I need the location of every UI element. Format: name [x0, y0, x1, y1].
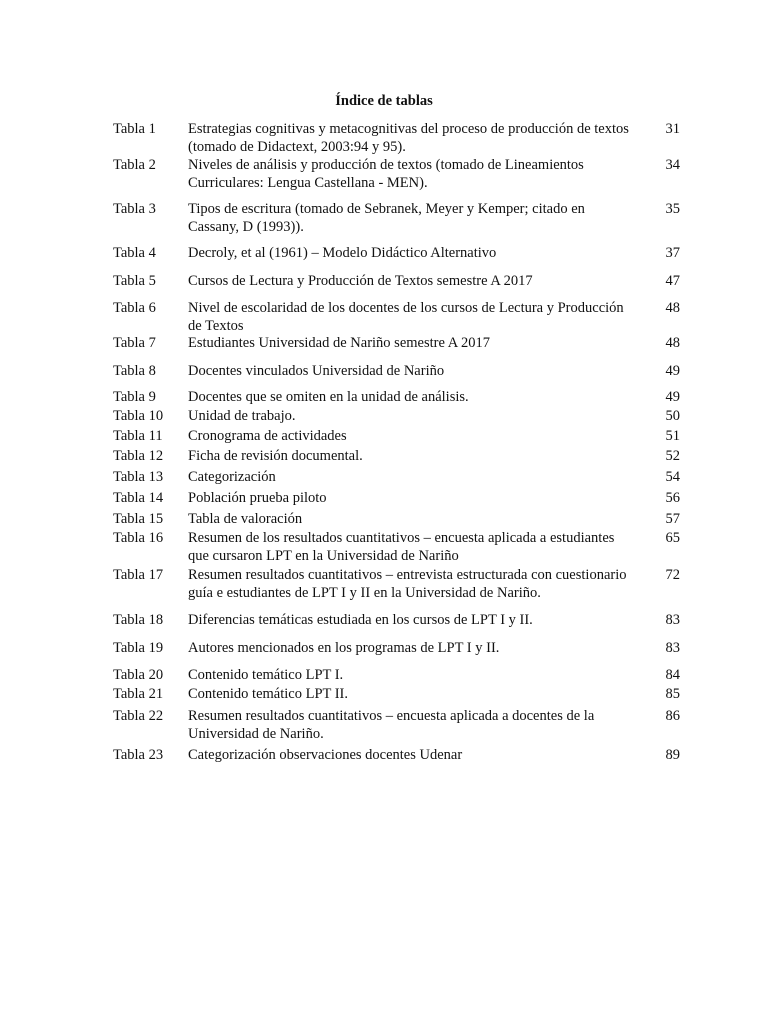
entry-label: Tabla 4: [113, 245, 156, 261]
entry-page-number: 37: [665, 245, 680, 261]
entry-label: Tabla 22: [113, 708, 164, 724]
entry-label: Tabla 18: [113, 612, 164, 628]
entry-label: Tabla 11: [113, 428, 163, 444]
entry-description: [188, 245, 653, 263]
entry-description: [188, 448, 653, 466]
entry-description: [188, 408, 653, 426]
entry-description: [188, 389, 653, 407]
entry-page-number: 84: [665, 667, 680, 683]
entry-description: [188, 686, 653, 704]
entry-description-line: guía e estudiantes de LPT I y II en la Universidad de Nariño.: [188, 584, 541, 601]
page-title: Índice de tablas: [335, 93, 433, 109]
entry-description: [188, 567, 653, 602]
entry-page-number: 65: [665, 530, 680, 546]
entry-label: Tabla 8: [113, 363, 156, 379]
entry-description-line: Cronograma de actividades: [188, 428, 347, 444]
entry-label: Tabla 10: [113, 408, 164, 424]
entry-page-number: 57: [665, 511, 680, 527]
entry-page-number: 52: [665, 448, 680, 464]
entry-description: [188, 490, 653, 508]
entry-page-number: 31: [665, 121, 680, 137]
entry-description-line: Nivel de escolaridad de los docentes de los cursos de Lectura y Producción: [188, 300, 624, 316]
entry-description: [188, 428, 653, 446]
entry-page-number: 49: [665, 389, 680, 405]
entry-label: Tabla 2: [113, 157, 156, 173]
entry-description-line: de Textos: [188, 317, 244, 334]
entry-description-line: Decroly, et al (1961) – Modelo Didáctico Alternativo: [188, 245, 497, 261]
entry-description-line: Tipos de escritura (tomado de Sebranek, Meyer y Kemper; citado en: [188, 201, 585, 217]
entry-description: [188, 708, 653, 743]
entry-description-line: Resumen de los resultados cuantitativos – encuesta aplicada a estudiantes: [188, 530, 615, 546]
entry-label: Tabla 14: [113, 490, 164, 506]
entry-description-line: Niveles de análisis y producción de textos (tomado de Lineamientos: [188, 157, 584, 173]
entry-page-number: 89: [665, 747, 680, 763]
entry-page-number: 47: [665, 273, 680, 289]
entry-description-line: que cursaron LPT en la Universidad de Nariño: [188, 547, 459, 564]
entry-description-line: Ficha de revisión documental.: [188, 448, 363, 464]
entry-description: [188, 157, 653, 192]
entry-description-line: Docentes vinculados Universidad de Nariño: [188, 363, 445, 379]
entry-description: [188, 335, 653, 353]
entry-label: Tabla 5: [113, 273, 156, 289]
entry-description: [188, 201, 653, 236]
entry-label: Tabla 20: [113, 667, 164, 683]
entry-description-line: (tomado de Didactext, 2003:94 y 95).: [188, 138, 406, 155]
entry-description-line: Cursos de Lectura y Producción de Textos semestre A 2017: [188, 273, 533, 289]
entry-page-number: 50: [665, 408, 680, 424]
entry-description: [188, 511, 653, 529]
entry-description-line: Población prueba piloto: [188, 490, 327, 506]
entry-description: [188, 667, 653, 685]
entry-page-number: 48: [665, 300, 680, 316]
entry-description: [188, 747, 653, 765]
entry-label: Tabla 23: [113, 747, 164, 763]
entry-description: [188, 469, 653, 487]
entry-description-line: Resumen resultados cuantitativos – entrevista estructurada con cuestionario: [188, 567, 627, 583]
entry-label: Tabla 3: [113, 201, 156, 217]
entry-page-number: 35: [665, 201, 680, 217]
entry-label: Tabla 1: [113, 121, 156, 137]
entry-description-line: Diferencias temáticas estudiada en los cursos de LPT I y II.: [188, 612, 533, 628]
entry-description-line: Contenido temático LPT II.: [188, 686, 349, 702]
entry-label: Tabla 21: [113, 686, 164, 702]
entry-page-number: 85: [665, 686, 680, 702]
entry-label: Tabla 9: [113, 389, 156, 405]
entry-description: [188, 363, 653, 381]
entry-page-number: 34: [665, 157, 680, 173]
entry-description: [188, 273, 653, 291]
entry-label: Tabla 16: [113, 530, 164, 546]
entry-page-number: 72: [665, 567, 680, 583]
entry-description-line: Contenido temático LPT I.: [188, 667, 344, 683]
entry-page-number: 48: [665, 335, 680, 351]
entry-description: [188, 121, 653, 156]
entry-page-number: 49: [665, 363, 680, 379]
entry-description-line: Universidad de Nariño.: [188, 725, 324, 742]
entry-description: [188, 530, 653, 565]
entry-description: [188, 640, 653, 658]
entry-description-line: Resumen resultados cuantitativos – encuesta aplicada a docentes de la: [188, 708, 595, 724]
entry-label: Tabla 19: [113, 640, 164, 656]
entry-page-number: 86: [665, 708, 680, 724]
entry-description-line: Estrategias cognitivas y metacognitivas del proceso de producción de textos: [188, 121, 629, 137]
entry-description-line: Unidad de trabajo.: [188, 408, 296, 424]
entry-description-line: Tabla de valoración: [188, 511, 303, 527]
entry-description: [188, 612, 653, 630]
entry-page-number: 51: [665, 428, 680, 444]
entry-label: Tabla 6: [113, 300, 156, 316]
entry-label: Tabla 17: [113, 567, 164, 583]
entry-description-line: Curriculares: Lengua Castellana - MEN).: [188, 174, 428, 191]
entry-description: [188, 300, 653, 335]
entry-page-number: 56: [665, 490, 680, 506]
entry-label: Tabla 12: [113, 448, 164, 464]
entry-description-line: Autores mencionados en los programas de LPT I y II.: [188, 640, 500, 656]
entry-label: Tabla 7: [113, 335, 156, 351]
entry-description-line: Cassany, D (1993)).: [188, 218, 304, 235]
entry-page-number: 83: [665, 640, 680, 656]
entry-page-number: 83: [665, 612, 680, 628]
entry-description-line: Categorización: [188, 469, 276, 485]
entry-label: Tabla 13: [113, 469, 164, 485]
entry-description-line: Estudiantes Universidad de Nariño semestre A 2017: [188, 335, 491, 351]
entry-label: Tabla 15: [113, 511, 164, 527]
entry-description-line: Docentes que se omiten en la unidad de análisis.: [188, 389, 469, 405]
entry-page-number: 54: [665, 469, 680, 485]
entry-description-line: Categorización observaciones docentes Udenar: [188, 747, 463, 763]
